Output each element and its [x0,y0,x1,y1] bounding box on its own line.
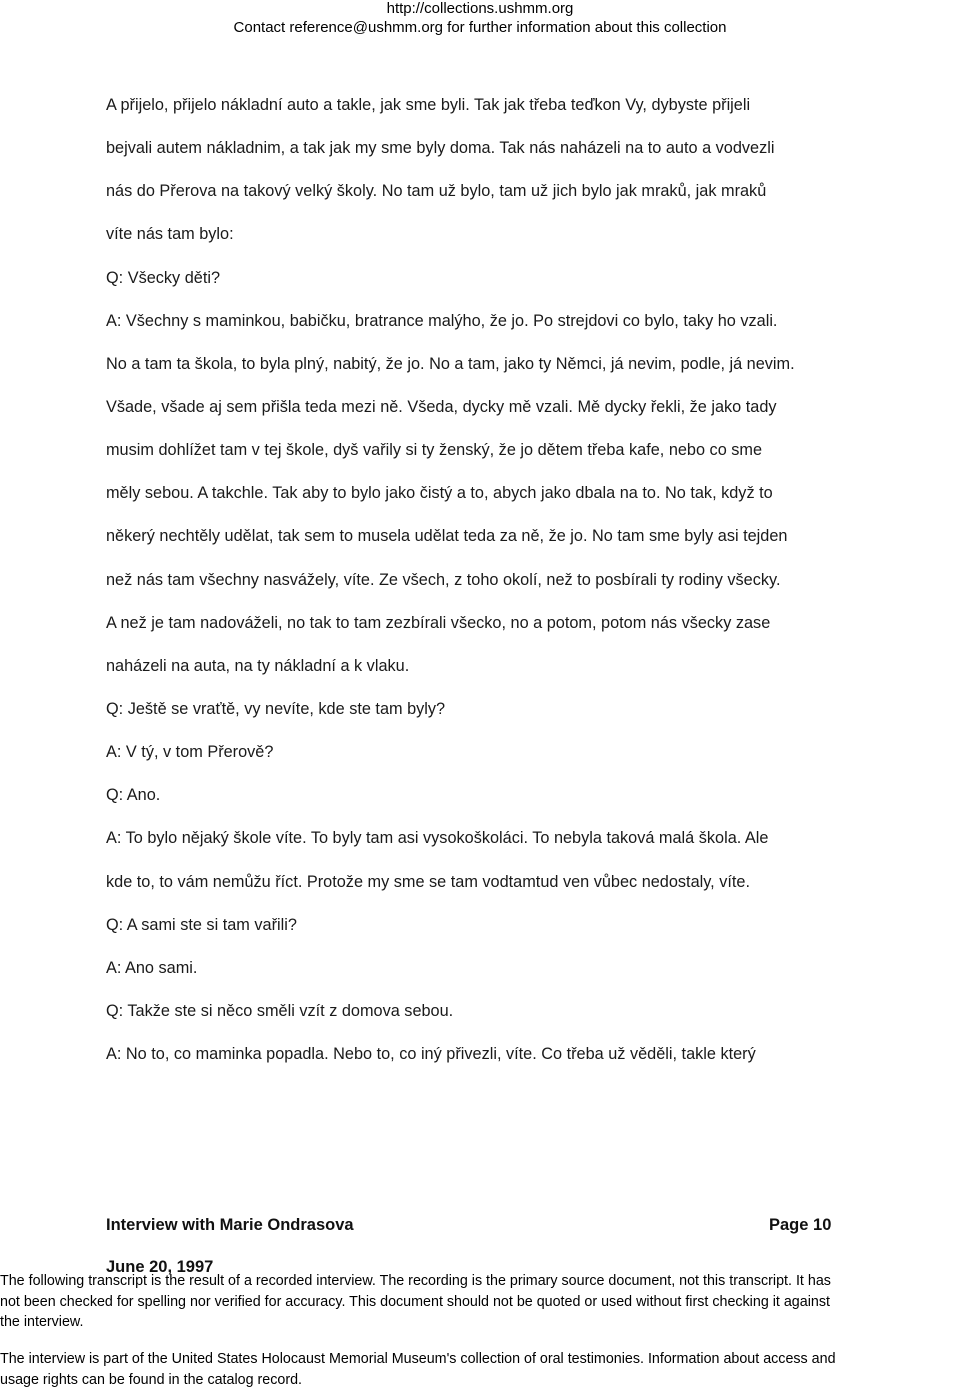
transcript-line: naházeli na auta, na ty nákladní a k vlaku. [106,656,410,675]
transcript-line: Všade, všade aj sem přišla teda mezi ně. Všeda, dycky mě vzali. Mě dycky řekli, že jako tady [106,397,777,416]
transcript-line: A než je tam nadováželi, no tak to tam zezbírali všecko, no a potom, potom nás všecky zase [106,613,771,632]
footer-collection-note [0,1349,960,1390]
footer-interview-title: Interview with Marie Ondrasova [106,1216,354,1234]
transcript-line: bejvali autem nákladnim, a tak jak my sme byly doma. Tak nás naházeli na to auto a vodvezli [106,139,775,158]
header-contact-line: Contact reference@ushmm.org for further information about this collection [233,19,727,36]
transcript-line: A: V tý, v tom Přerově? [106,743,274,762]
transcript-line: Q: Takže ste si něco směli vzít z domova sebou. [106,1001,454,1020]
transcript-line: Q: A sami ste si tam vařili? [106,915,297,934]
transcript-line: A: To bylo nějaký škole víte. To byly tam asi vysokoškoláci. To nebyla taková malá škola. Ale [106,829,769,848]
transcript-line: A: Ano sami. [106,958,198,977]
transcript-line: někerý nechtěly udělat, tak sem to musela udělat teda za ně, že jo. No tam sme byly asi tejden [106,527,788,546]
transcript-line: A: Všechny s maminkou, babičku, bratrance malýho, že jo. Po strejdovi co bylo, taky ho vzali. [106,311,778,330]
collection-note-line: usage rights can be found in the catalog record. [0,1371,303,1388]
transcript-line: No a tam ta škola, to byla plný, nabitý, že jo. No a tam, jako ty Němci, já nevim, podle, já nevim. [106,354,795,373]
header-url: http://collections.ushmm.org [386,0,574,17]
transcript-line: měly sebou. A takchle. Tak aby to bylo jako čistý a to, abych jako dbala na to. No tak, když to [106,484,773,503]
transcript-line: kde to, to vám nemůžu říct. Protože my sme se tam vodtamtud ven vůbec nedostaly, víte. [106,872,750,891]
transcript-line: víte nás tam bylo: [106,225,234,244]
disclaimer-line: The following transcript is the result of a recorded interview. The recording is the primary source document, not this transcript. It has [0,1273,831,1289]
transcript-line: A přijelo, přijelo nákladní auto a takle, jak sme byli. Tak jak třeba teďkon Vy, dybyste přijeli [106,96,751,114]
transcript-line: A: No to, co maminka popadla. Nebo to, co iný přivezli, víte. Co třeba už věděli, takle který [106,1045,756,1064]
transcript-line: Q: Všecky děti? [106,268,221,287]
transcript-line: než nás tam všechny nasvážely, víte. Ze všech, z toho okolí, než to posbírali ty rodiny všecky. [106,570,781,589]
transcript-body [106,84,896,1076]
transcript-line: Q: Ještě se vraťtě, vy nevíte, kde ste tam byly? [106,699,446,718]
transcript-line: musim dohlížet tam v tej škole, dyš vařily si ty ženský, že jo dětem třeba kafe, nebo co sme [106,441,763,460]
footer-disclaimer [0,1271,960,1333]
collection-note-line: The interview is part of the United States Holocaust Memorial Museum's collection of oral testimonies. Information about access and [0,1351,836,1367]
transcript-line: Q: Ano. [106,786,161,805]
disclaimer-line: the interview. [0,1314,84,1330]
footer-interview-date: June 20, 1997 [106,1258,214,1276]
disclaimer-line: not been checked for spelling nor verified for accuracy. This document should not be quoted or used without first checking it against [0,1293,830,1310]
footer-page-number: Page 10 [769,1216,832,1234]
transcript-line: nás do Přerova na takový velký školy. No tam už bylo, tam už jich bylo jak mraků, jak mraků [106,182,767,201]
